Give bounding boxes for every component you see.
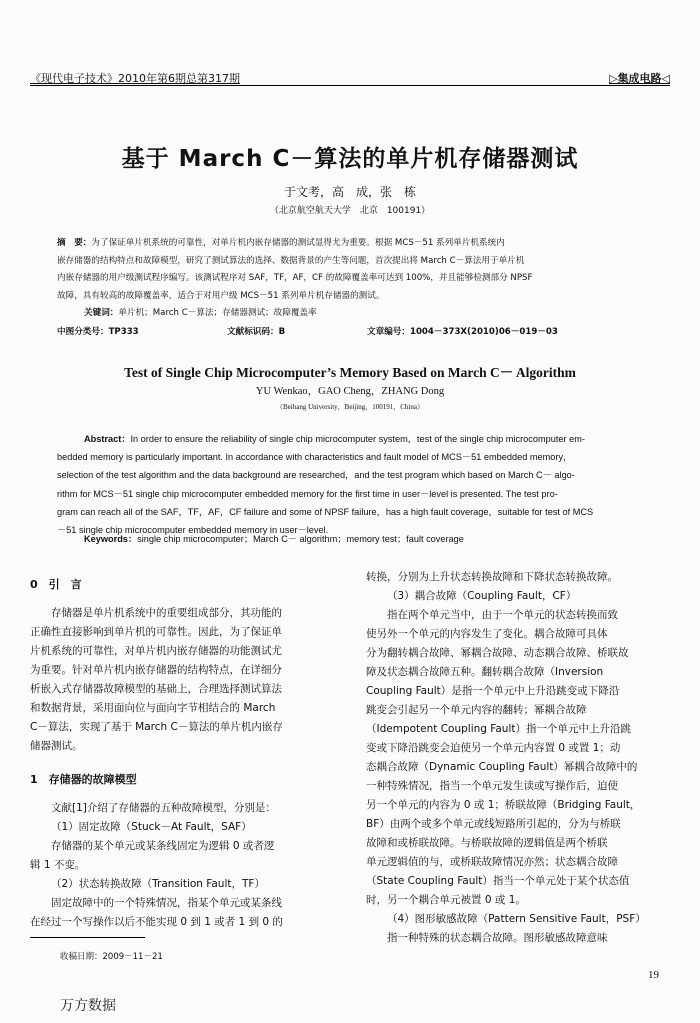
keywords-en [57,531,674,545]
footnote-rule [30,937,145,938]
abstract-cn-line: 故障，具有较高的故障覆盖率，适合于对用户级 MCS－51 系列单片机存储器的测试。 [57,290,385,301]
keywords-cn [57,305,647,323]
clc-number: 中图分类号：TP333 [57,327,139,337]
received-date: 收稿日期：2009－11－21 [60,952,163,962]
abstract-en-line: selection of the test algorithm and the data background are researched，and the test program which based on March C－ algo- [57,470,575,481]
body-line: 析嵌入式存储器故障模型的基础上，合理选择测试算法 [30,683,282,695]
body-line: 态耦合故障（Dynamic Coupling Fault）幂耦合故障中的 [366,761,638,773]
body-line: （State Coupling Fault）指当一个单元处于某个状态值 [366,875,630,887]
body-line: 单元逻辑值的与，或桥联故障情况亦然；状态耦合故障 [366,856,618,868]
page-title: 基于 March C－算法的单片机存储器测试 [121,146,579,172]
body-line: （3）耦合故障（Coupling Fault，CF） [387,590,577,602]
body-line: 储器测试。 [30,740,83,752]
keywords-cn-text: 单片机；March C－算法；存储器测试；故障覆盖率 [118,308,317,318]
body-line: 一种特殊情况，指当一个单元发生读或写操作后，迫使 [366,780,618,792]
header-rule [30,85,670,86]
left-column [30,575,338,932]
right-column [366,568,672,948]
authors-en: YU Wenkao，GAO Cheng，ZHANG Dong [255,386,445,397]
body-line: 在经过一个写操作以后不能实现 0 到 1 或者 1 到 0 的 [30,916,283,928]
body-line: 指一种特殊的状态耦合故障。图形敏感故障意味 [387,932,608,944]
section-heading: 0 引 言 [30,578,82,591]
body-line: （2）状态转换故障（Transition Fault，TF） [51,878,265,890]
body-line: C－算法，实现了基于 March C－算法的单片机内嵌存 [30,721,283,733]
affiliation-cn: （北京航空航天大学 北京 100191） [269,206,431,216]
page-number: 19 [648,969,659,981]
body-line: Coupling Fault）是指一个单元中上升沿跳变或下降沿 [366,685,620,697]
body-line: 时，另一个耦合单元被置 0 或 1。 [366,894,526,906]
body-line: 使另外一个单元的内容发生了变化。耦合故障可具体 [366,628,608,640]
document-code: 文献标识码：B [227,327,286,337]
affiliation-en: （Beihang University，Beijing，100191，China） [276,403,424,411]
section-heading: 1 存储器的故障模型 [30,773,137,786]
body-line: （4）图形敏感故障（Pattern Sensitive Fault，PSF） [387,913,646,925]
keywords-en-text: single chip microcomputer；March C－ algorithm；memory test；fault coverage [137,534,464,544]
body-line: 为重要。针对单片机内嵌存储器的结构特点，在详细分 [30,664,282,676]
body-line: 正确性直接影响到单片机的可靠性。因此，为了保证单 [30,626,282,638]
abstract-en-label: Abstract： [84,434,131,444]
section-label: ▷集成电路◁ [609,72,670,85]
body-line: 变或下降沿跳变会迫使另一个单元内容置 0 或置 1；动 [366,742,621,754]
abstract-en-line: bedded memory is particularly important. In accordance with characteristics and fault model of MCS－51 embedded memory， [57,452,573,463]
abstract-cn-line: 为了保证单片机系统的可靠性，对单片机内嵌存储器的测试显得尤为重要。根据 MCS－51 系列单片机系统内 [91,238,505,248]
abstract-en-line: gram can reach all of the SAF，TF，AF，CF failure and some of NPSF failure，has a high fault coverage，suitable for test of MCS [57,506,594,517]
authors-cn: 于文考，高 成，张 栋 [283,185,416,199]
body-line: 分为翻转耦合故障、幂耦合故障、动态耦合故障、桥联故 [366,647,629,659]
body-line: 固定故障中的一个特殊情况，指某个单元或某条线 [51,897,282,909]
abstract-cn [57,235,647,323]
body-line: BF）由两个或多个单元或线短路所引起的，分为与桥联 [366,818,621,830]
abstract-en-line: rithm for MCS－51 single chip microcomputer embedded memory for the first time in user－level is presented. The test pro- [57,488,558,499]
keywords-en-label: Keywords： [84,534,138,544]
abstract-en-line: In order to ensure the reliability of single chip microcomputer system，test of the single chip microcomputer em- [130,434,585,444]
abstract-en-line: －51 single chip microcomputer embedded memory in user－level. [57,525,329,536]
watermark: 万方数据 [60,998,116,1014]
body-line: 故障和或桥联故障。与桥联故障的逻辑值是两个桥联 [366,837,608,849]
body-line: 转换，分别为上升状态转换故障和下降状态转换故障。 [366,571,618,583]
article-number: 文章编号：1004－373X(2010)06－019－03 [367,327,558,337]
body-line: 存储器的某个单元或某条线固定为逻辑 0 或者逻 [51,840,275,852]
keywords-cn-label: 关键词： [84,308,119,318]
body-line: （Idempotent Coupling Fault）指一个单元中上升沿跳 [366,723,631,735]
abstract-cn-line: 内嵌存储器的用户级测试程序编写。该测试程序对 SAF，TF，AF，CF 的故障覆盖率可达到 100%，并且能够检测部分 NPSF [57,273,533,283]
body-line: 和数据背景，采用面向位与面向字节相结合的 March [30,702,276,714]
abstract-cn-label: 摘 要： [57,238,92,248]
abstract-cn-line: 嵌存储器的结构特点和故障模型，研究了测试算法的选择、数据背景的产生等问题，首次提出将 March C－算法用于单片机 [57,255,525,266]
body-line: 存储器是单片机系统中的重要组成部分，其功能的 [51,607,282,619]
body-line: 跳变会引起另一个单元内容的翻转；幂耦合故障 [366,704,587,716]
body-line: 片机系统的可靠性，对单片机内嵌存储器的功能测试尤 [30,645,282,657]
body-line: 文献[1]介绍了存储器的五种故障模型，分别是： [51,802,276,814]
body-line: 指在两个单元当中，由于一个单元的状态转换而致 [387,609,618,621]
body-line: 另一个单元的内容为 0 或 1；桥联故障（Bridging Fault， [366,799,641,811]
journal-issue: 《现代电子技术》2010年第6期总第317期 [30,72,240,85]
body-line: 障及状态耦合故障五种。翻转耦合故障（Inversion [366,666,604,678]
abstract-en [57,430,647,539]
body-line: 辑 1 不变。 [30,859,86,871]
english-title: Test of Single Chip Microcomputer’s Memory Based on March C－ Algorithm [124,365,576,380]
body-line: （1）固定故障（Stuck－At Fault，SAF） [51,821,252,833]
